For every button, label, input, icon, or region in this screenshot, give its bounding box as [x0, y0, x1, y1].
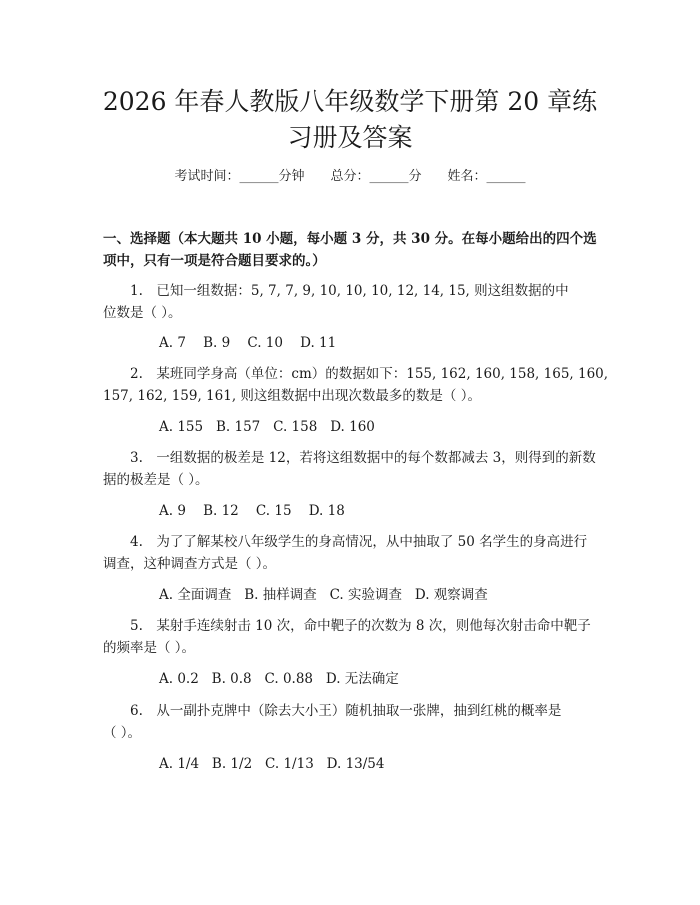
question-2-text-cont: 157, 162, 159, 161, 则这组数据中出现次数最多的数是（ ）。 [103, 388, 481, 404]
section-heading: 一、选择题（本大题共 10 小题，每小题 3 分，共 30 分。在每小题给出的四个选 [103, 231, 597, 247]
question-1-text: 1. 已知一组数据：5, 7, 7, 9, 10, 10, 10, 12, 14, 15, 则这组数据的中 [130, 283, 569, 299]
question-5-text-cont: 的频率是（ ）。 [103, 640, 196, 656]
question-6-text: 6. 从一副扑克牌中（除去大小王）随机抽取一张牌，抽到红桃的概率是 [130, 703, 562, 719]
question-1-options: A. 7 B. 9 C. 10 D. 11 [159, 335, 337, 351]
question-4-text-cont: 调查，这种调查方式是（ ）。 [103, 556, 277, 572]
question-5-text: 5. 某射手连续射击 10 次，命中靶子的次数为 8 次，则他每次射击命中靶子 [130, 618, 591, 634]
question-3-text: 3. 一组数据的极差是 12，若将这组数据中的每个数都减去 3，则得到的新数 [130, 450, 596, 466]
document-title-line-1: 2026 年春人教版八年级数学下册第 20 章练 [102, 87, 598, 116]
document-title-line-2: 习册及答案 [287, 123, 413, 152]
question-4-options: A. 全面调查 B. 抽样调查 C. 实验调查 D. 观察调查 [159, 587, 488, 603]
question-6-options: A. 1/4 B. 1/2 C. 1/13 D. 13/54 [159, 756, 385, 772]
section-heading-cont: 项中，只有一项是符合题目要求的。） [103, 253, 326, 269]
question-2-options: A. 155 B. 157 C. 158 D. 160 [159, 419, 375, 435]
question-4-text: 4. 为了了解某校八年级学生的身高情况，从中抽取了 50 名学生的身高进行 [130, 534, 588, 550]
question-6-text-cont: （ ）。 [103, 725, 142, 741]
question-2-text: 2. 某班同学身高（单位：cm）的数据如下：155, 162, 160, 158, 165, 160, [130, 366, 609, 382]
question-3-options: A. 9 B. 12 C. 15 D. 18 [159, 503, 345, 519]
question-1-text-cont: 位数是（ ）。 [103, 305, 182, 321]
question-3-text-cont: 据的极差是（ ）。 [103, 472, 209, 488]
exam-info: 考试时间：______分钟 总分：______分 姓名：______ [174, 169, 526, 184]
question-5-options: A. 0.2 B. 0.8 C. 0.88 D. 无法确定 [159, 671, 399, 687]
